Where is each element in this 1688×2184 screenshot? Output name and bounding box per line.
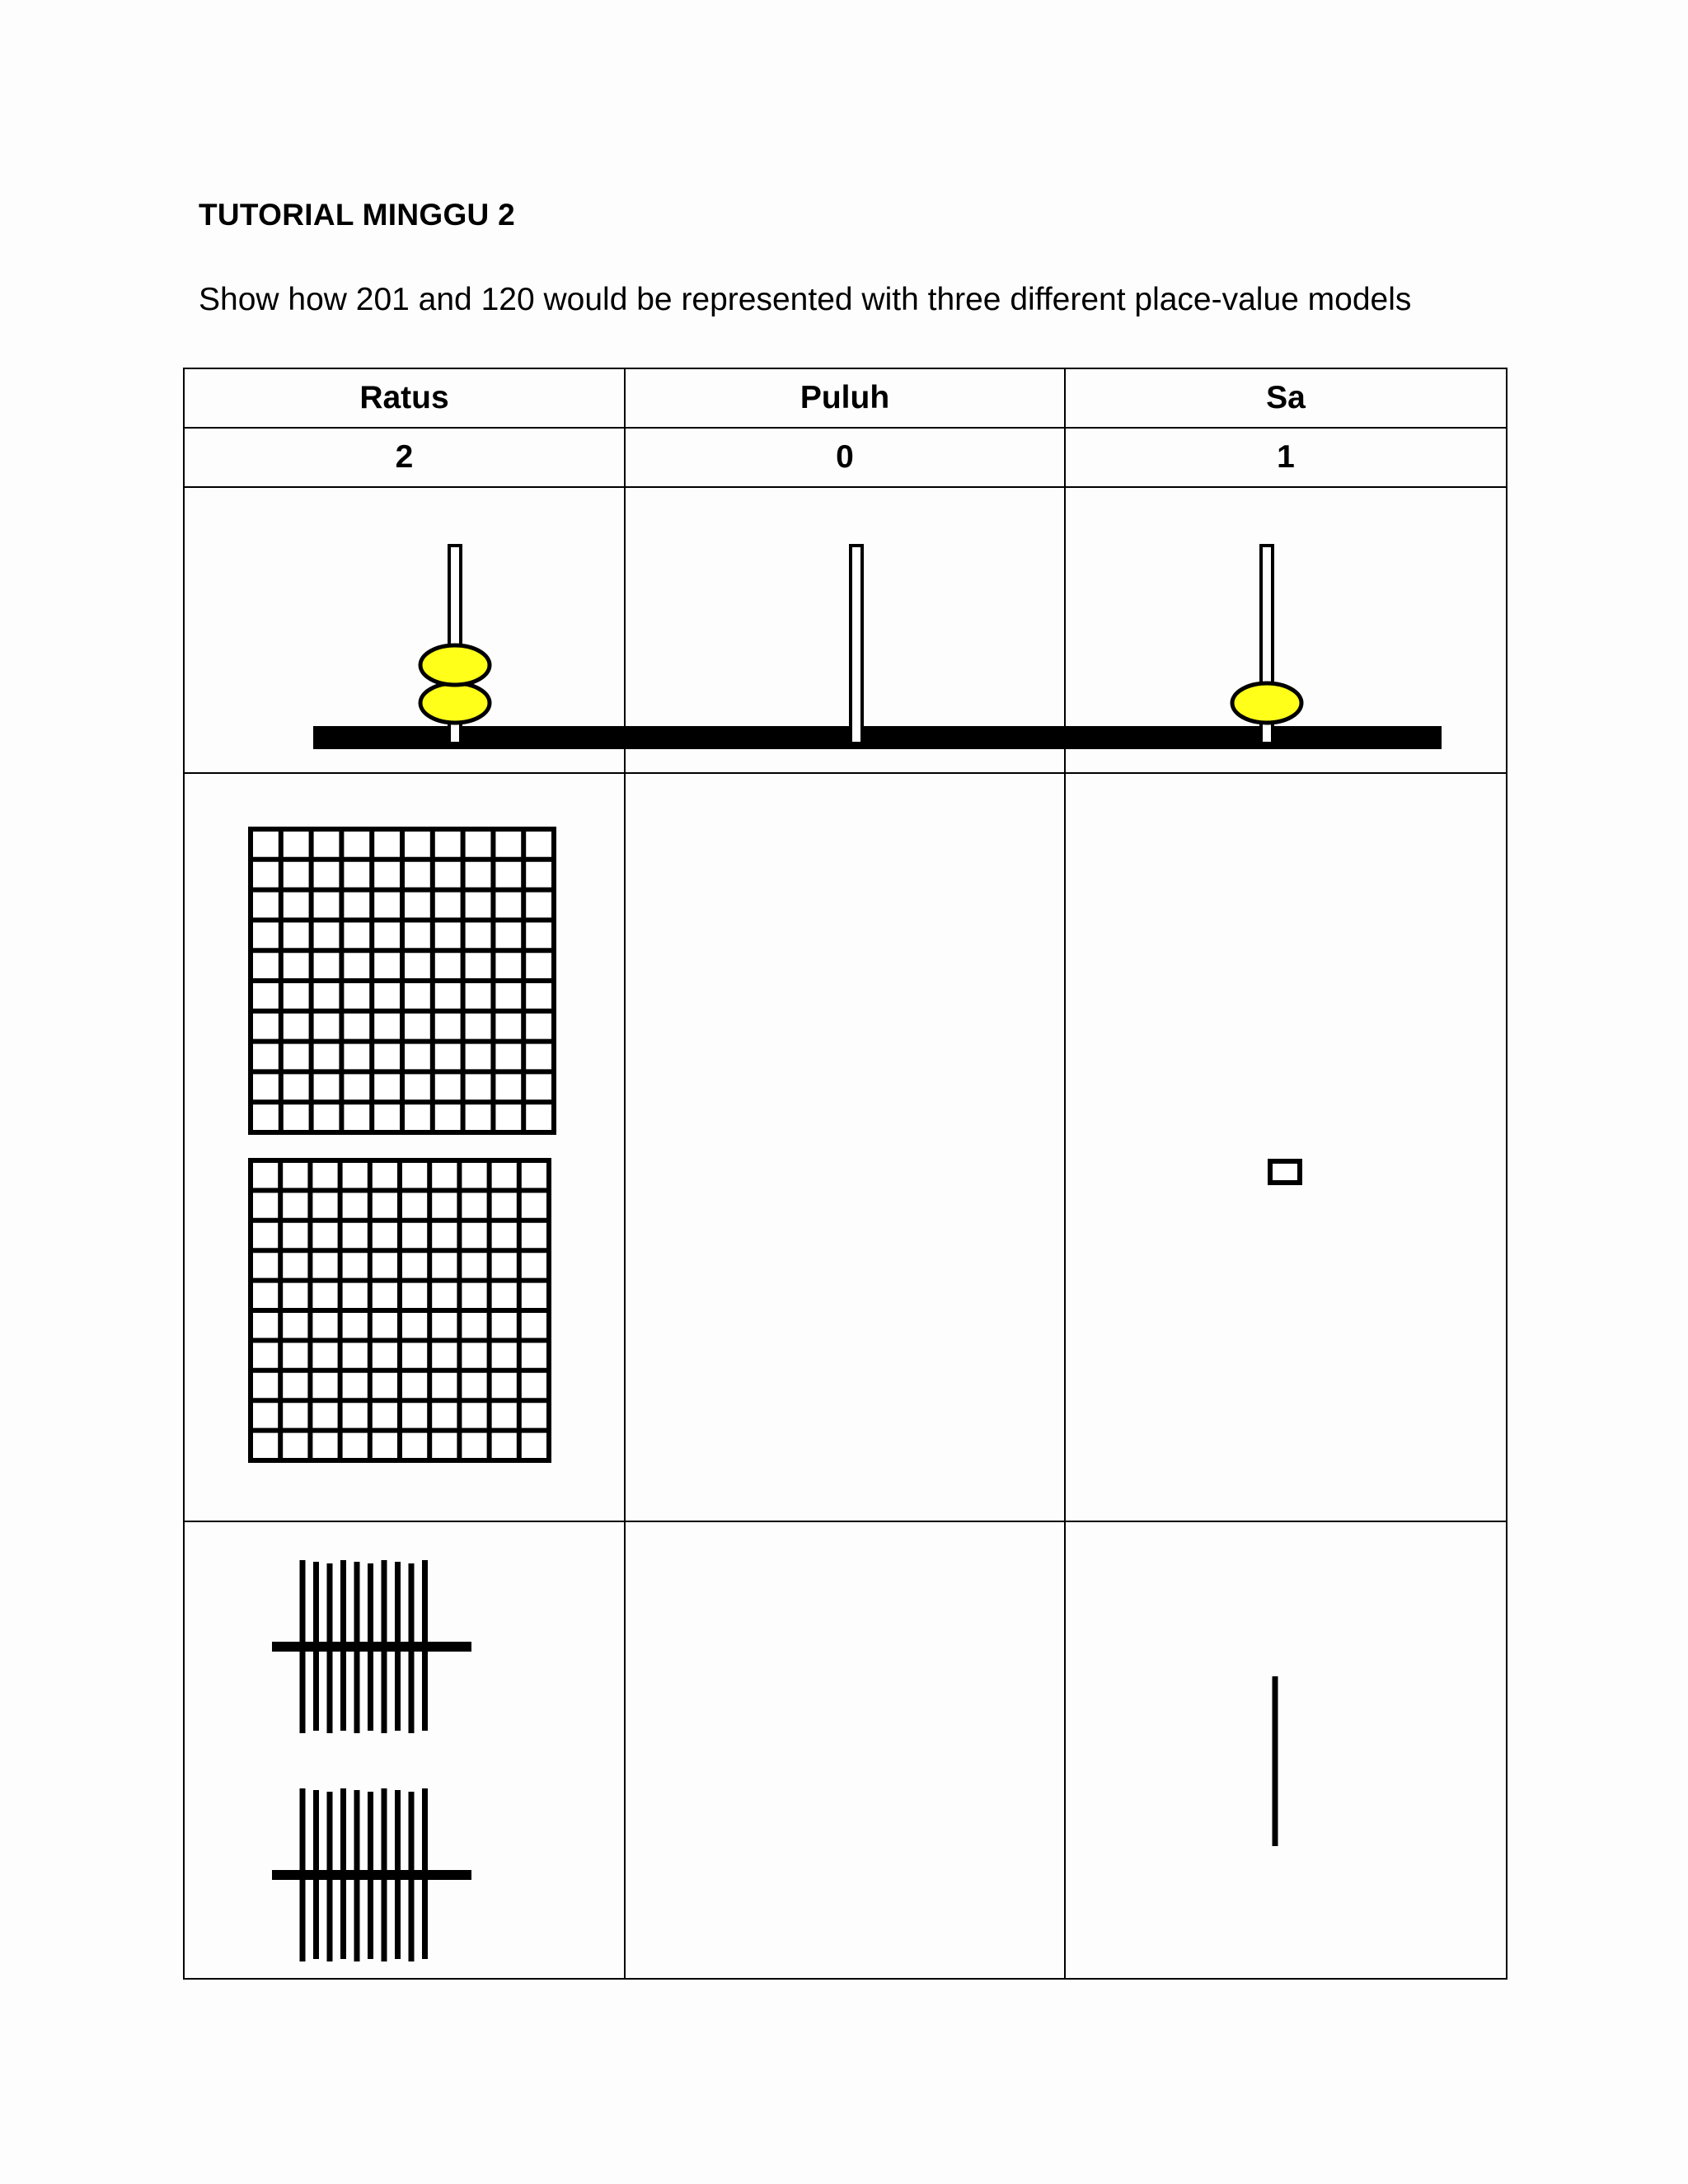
blocks-cell-sa xyxy=(1065,773,1507,1521)
hundred-flat xyxy=(251,1160,549,1460)
header-row xyxy=(184,368,1507,428)
abacus-cell-ratus xyxy=(184,487,625,773)
abacus-bead xyxy=(420,645,490,685)
value-ratus: 2 xyxy=(184,428,625,487)
abacus-bead xyxy=(420,683,490,723)
worksheet-title: TUTORIAL MINGGU 2 xyxy=(199,198,516,232)
stick-bundle xyxy=(272,1788,471,1961)
value-sa: 1 xyxy=(1065,428,1507,487)
sticks-row xyxy=(184,1521,1507,1979)
stick-bundle xyxy=(272,1560,471,1733)
hundred-flat xyxy=(251,829,554,1132)
abacus-row xyxy=(184,487,1507,773)
sticks-cell-ratus xyxy=(184,1521,625,1979)
value-puluh: 0 xyxy=(625,428,1065,487)
instruction-text: Show how 201 and 120 would be represented with three different place-value models xyxy=(199,282,1412,317)
header-puluh: Puluh xyxy=(625,368,1065,428)
header-ratus: Ratus xyxy=(184,368,625,428)
value-row xyxy=(184,428,1507,487)
sticks-cell-sa xyxy=(1065,1521,1507,1979)
hundred-flats xyxy=(185,774,626,1521)
blocks-cell-puluh xyxy=(625,773,1065,1521)
abacus-cell-sa xyxy=(1065,487,1507,773)
place-value-table xyxy=(183,368,1507,1980)
single-sticks xyxy=(1066,1522,1507,1978)
unit-cube xyxy=(1270,1161,1300,1183)
blocks-cell-ratus xyxy=(184,773,625,1521)
sticks-cell-puluh xyxy=(625,1521,1065,1979)
abacus-cell-puluh xyxy=(625,487,1065,773)
unit-cubes xyxy=(1066,774,1507,1521)
header-sa: Sa xyxy=(1065,368,1507,428)
blocks-row xyxy=(184,773,1507,1521)
stick-bundles xyxy=(185,1522,626,1978)
